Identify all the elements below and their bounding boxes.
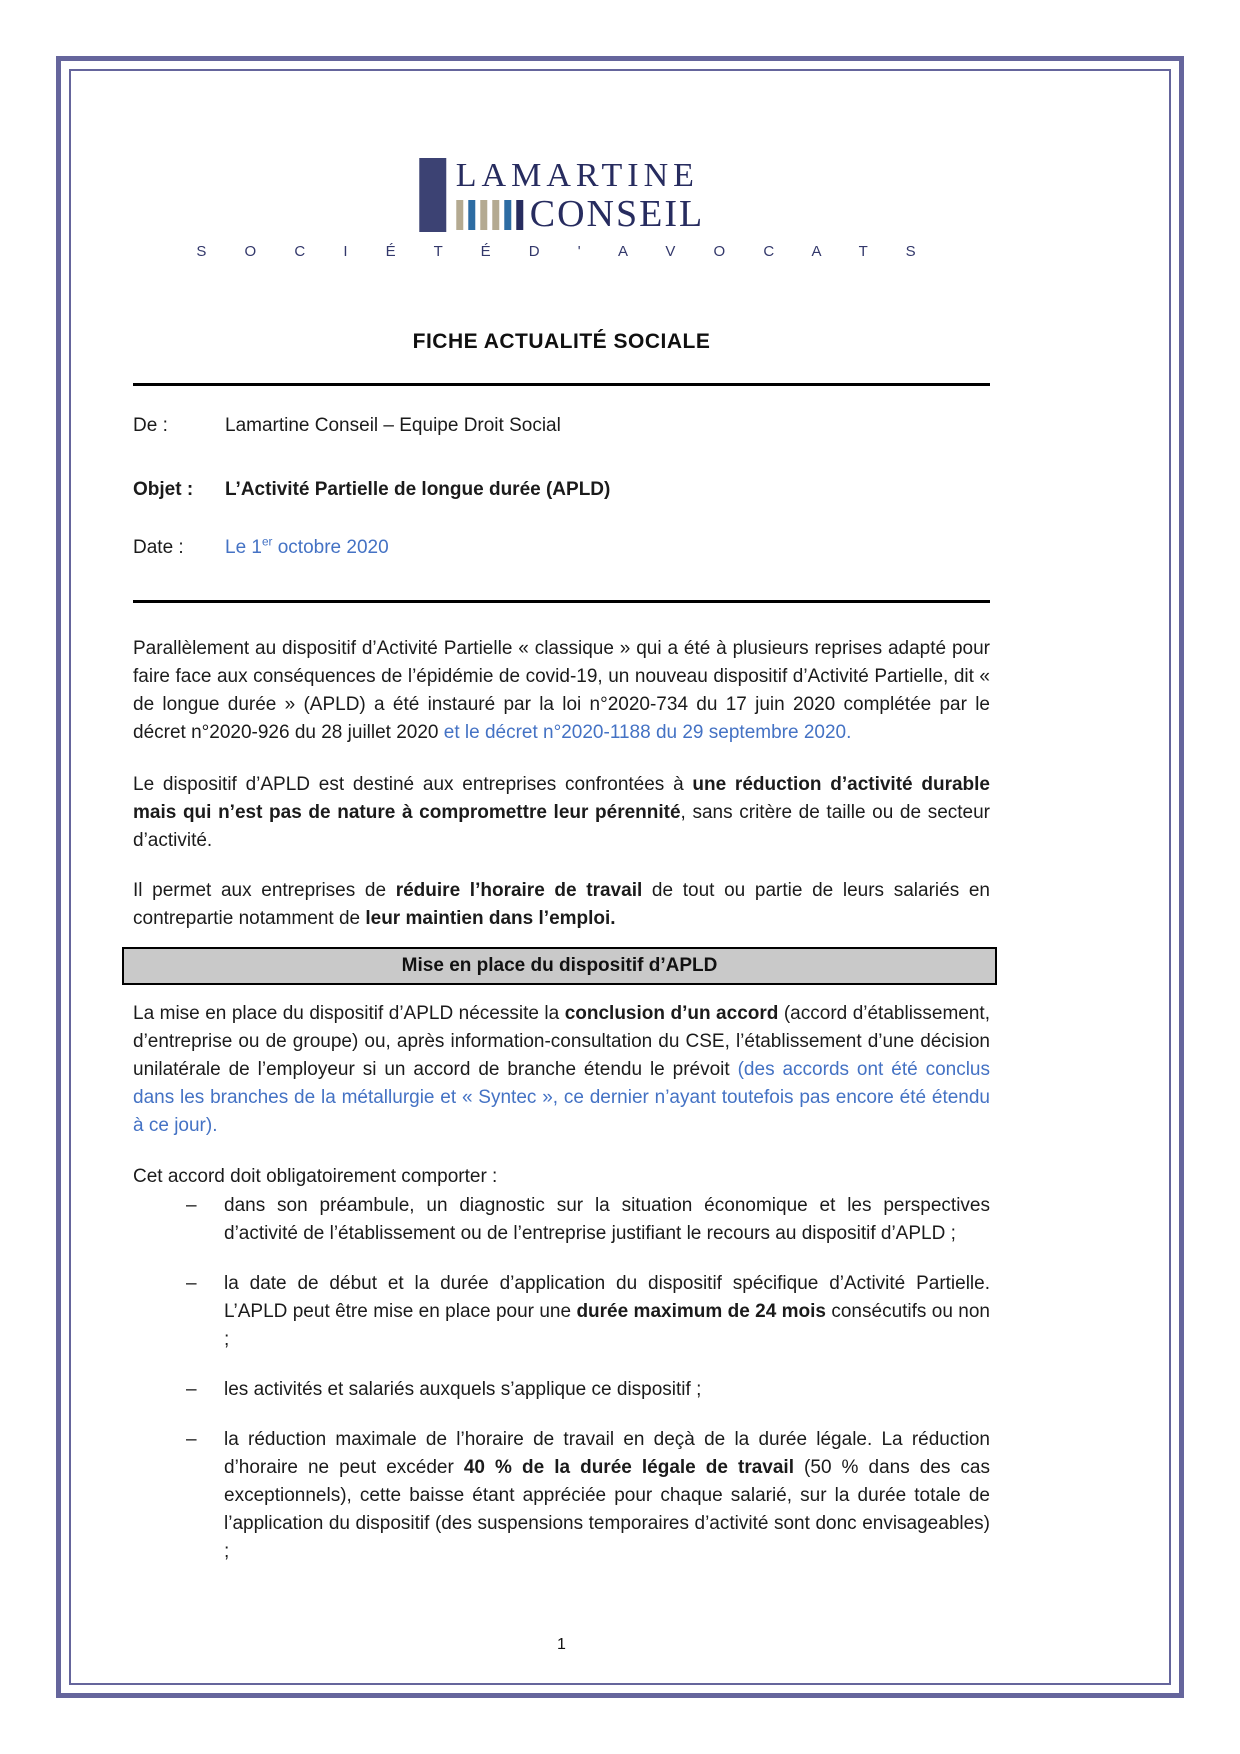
logo-wordmark-lamartine: LAMARTINE bbox=[455, 157, 699, 194]
meta-row-objet bbox=[133, 476, 990, 504]
meta-label-objet: Objet : bbox=[133, 479, 194, 500]
list-item bbox=[133, 1270, 990, 1354]
paragraph-intro-apld: Parallèlement au dispositif d’Activité Partielle « classique » qui a été à plusieurs reprises adapté pour faire face aux conséquences de l’épidémie de covid-19, un nouveau dispositif d’Activité Partielle, dit « de longue durée » (APLD) a été instauré par la loi n°2020-734 du 17 juin 2020 complétée par le décret n°2020-926 du 28 juillet 2020 et le décret n°2020-1188 du 29 septembre 2020. bbox=[133, 638, 990, 743]
bullet-dash: – bbox=[186, 1273, 197, 1294]
meta-value-date: Le 1er octobre 2020 bbox=[225, 535, 389, 558]
document-title: FICHE ACTUALITÉ SOCIALE bbox=[412, 330, 711, 353]
logo-bar-tan bbox=[492, 200, 499, 230]
bullet-dash: – bbox=[186, 1429, 197, 1450]
logo-bar-blue bbox=[504, 200, 511, 230]
list-item-text: les activités et salariés auxquels s’applique ce dispositif ; bbox=[224, 1379, 702, 1400]
paragraph-entreprises-concernees: Le dispositif d’APLD est destiné aux entreprises confrontées à une réduction d’activité durable mais qui n’est pas de nature à compromettre leur pérennité, sans critère de taille ou de secteur d’activité. bbox=[133, 774, 990, 851]
page-number: 1 bbox=[557, 1636, 566, 1653]
bullet-list bbox=[133, 1192, 990, 1588]
meta-value-objet: L’Activité Partielle de longue durée (APLD) bbox=[225, 479, 611, 500]
page-content bbox=[133, 0, 990, 1754]
logo-line2 bbox=[456, 193, 705, 235]
bullet-dash: – bbox=[186, 1195, 197, 1216]
logo-bars bbox=[456, 200, 523, 232]
meta-label-date: Date : bbox=[133, 537, 184, 558]
list-item bbox=[133, 1192, 990, 1248]
horizontal-rule-bottom bbox=[133, 600, 990, 603]
logo-wordmark-conseil: CONSEIL bbox=[529, 193, 705, 235]
horizontal-rule-top bbox=[133, 383, 990, 386]
meta-row-date bbox=[133, 534, 990, 562]
meta-label-de: De : bbox=[133, 415, 168, 436]
logo-bar-tan bbox=[480, 200, 487, 230]
logo-tagline: S O C I É T É D ' A V O C A T S bbox=[196, 243, 927, 260]
section-heading-mise-en-place: Mise en place du dispositif d’APLD bbox=[122, 947, 997, 985]
bullet-dash: – bbox=[186, 1379, 197, 1400]
paragraph-mise-en-place: La mise en place du dispositif d’APLD nécessite la conclusion d’un accord (accord d’établissement, d’entreprise ou de groupe) ou, après information-consultation du CSE, l’établissement d’une décision unilatérale de l’employeur si un accord de branche étendu le prévoit (des accords ont été conclus dans les branches de la métallurgie et « Syntec », ce dernier n’ayant toutefois pas encore été étendu à ce jour). bbox=[133, 1003, 990, 1136]
paragraph-accord-intro: Cet accord doit obligatoirement comporter : bbox=[133, 1166, 498, 1187]
list-item-text: la date de début et la durée d’application du dispositif spécifique d’Activité Partielle. L’APLD peut être mise en place pour une durée maximum de 24 mois consécutifs ou non ; bbox=[224, 1273, 990, 1350]
lamartine-conseil-logo bbox=[419, 157, 705, 235]
paragraph-reduction-horaire: Il permet aux entreprises de réduire l’horaire de travail de tout ou partie de leurs salariés en contrepartie notamment de leur maintien dans l’emploi. bbox=[133, 880, 990, 929]
meta-value-de: Lamartine Conseil – Equipe Droit Social bbox=[225, 415, 561, 436]
logo-block-mark bbox=[419, 158, 446, 232]
logo-bar-navy bbox=[516, 200, 523, 230]
meta-row-de bbox=[133, 412, 990, 440]
list-item bbox=[133, 1426, 990, 1566]
list-item-text: dans son préambule, un diagnostic sur la situation économique et les perspectives d’activité de l’établissement ou de l’entreprise justifiant le recours au dispositif d’APLD ; bbox=[224, 1195, 990, 1244]
logo-bar-tan bbox=[456, 200, 463, 230]
list-item-text: la réduction maximale de l’horaire de travail en deçà de la durée légale. La réduction d’horaire ne peut excéder 40 % de la durée légale de travail (50 % dans des cas exceptionnels), cette baisse étant appréciée pour chaque salarié, sur la durée totale de l’application du dispositif (des suspensions temporaires d’activité sont donc envisageables) ; bbox=[224, 1429, 990, 1562]
logo-bar-blue bbox=[468, 200, 475, 230]
list-item bbox=[133, 1376, 990, 1404]
logo-text bbox=[455, 157, 705, 235]
